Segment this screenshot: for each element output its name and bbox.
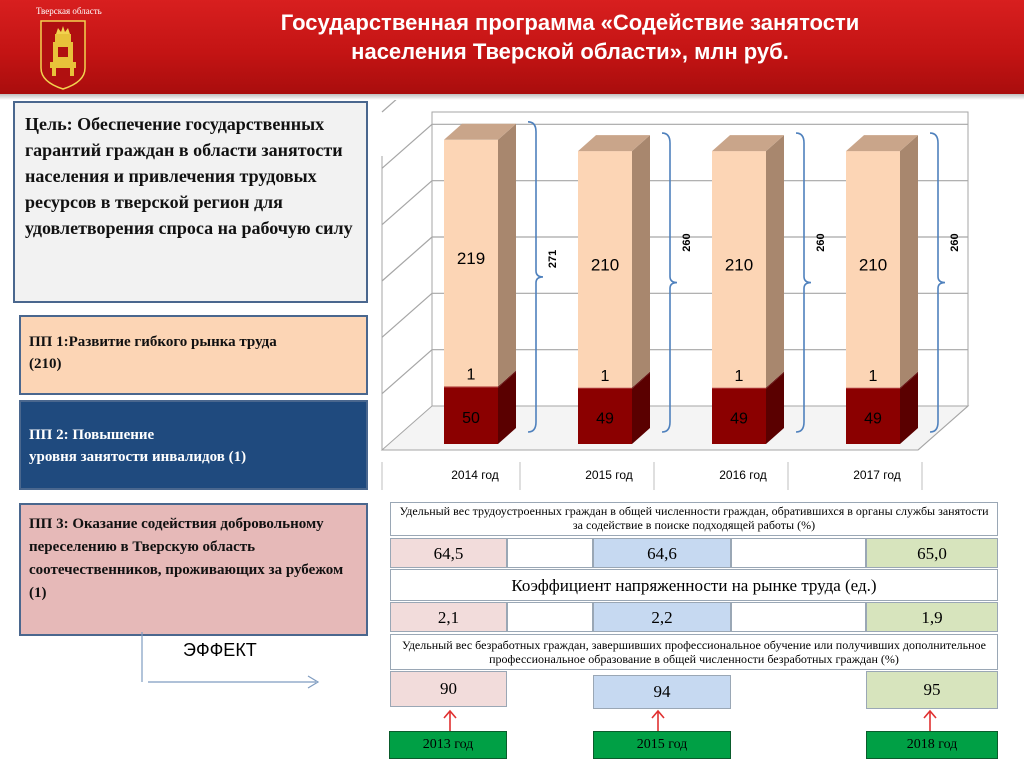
data-label: 49: [596, 410, 614, 428]
gridline: [382, 350, 432, 394]
data-label: 1: [868, 367, 878, 385]
x-tick-label: 2017 год: [853, 468, 901, 482]
x-tick-label: 2015 год: [585, 468, 633, 482]
goal-box: Цель: Обеспечение государственных гарантий граждан в области занятости населения и привлечения трудовых ресурсов в тверской регион для удовлетворения спроса на рабочую силу: [13, 101, 368, 303]
indicator-1-value-2015: 64,6: [593, 538, 731, 568]
bar-segment: [712, 388, 766, 389]
data-label: 219: [456, 249, 486, 269]
title-line-2: населения Тверской области», млн руб.: [351, 39, 789, 64]
data-label: 1: [600, 367, 610, 385]
coat-of-arms-icon: [40, 20, 86, 90]
bar-side: [498, 124, 516, 387]
budget-chart: [378, 100, 982, 492]
data-label: 49: [864, 410, 882, 428]
data-label: 210: [590, 255, 620, 275]
effect-label: ЭФФЕКТ: [183, 640, 257, 660]
indicator-1-title: Удельный вес трудоустроенных граждан в общей численности граждан, обратившихся в органы службы занятости за содействие в поиске подходящей работы (%): [390, 502, 998, 536]
gridline: [382, 124, 432, 168]
bar-side: [766, 135, 784, 388]
subprogram-1-amount: (210): [29, 356, 62, 372]
x-tick-label: 2014 год: [451, 468, 499, 482]
year-badge-2018: 2018 год: [866, 731, 998, 759]
total-label: 260: [681, 233, 693, 252]
bar-side: [632, 135, 650, 388]
up-arrow-icon: [440, 708, 460, 732]
table-spacer: [507, 538, 593, 568]
subprogram-2-title: ПП 2: Повышение: [29, 427, 155, 443]
year-badge-2013: 2013 год: [389, 731, 507, 759]
table-spacer: [731, 602, 866, 632]
table-spacer: [731, 538, 866, 568]
indicator-3-value-2015: 94: [593, 675, 731, 709]
total-label: 260: [815, 233, 827, 252]
total-label: 260: [949, 233, 961, 252]
subprogram-1-title: ПП 1:Развитие гибкого рынка труда: [29, 334, 277, 350]
bar-segment: [578, 388, 632, 389]
gridline: [382, 100, 432, 112]
indicator-2-value-2013: 2,1: [390, 602, 507, 632]
indicator-3-value-2018: 95: [866, 671, 998, 709]
gridline: [382, 293, 432, 337]
page-title: [140, 8, 1000, 66]
up-arrow-icon: [648, 708, 668, 732]
data-label: 210: [858, 255, 888, 275]
subprogram-3-box: ПП 3: Оказание содействия добровольному переселению в Тверскую область соотечественников, проживающих за рубежом (1): [19, 503, 368, 636]
bar-side: [900, 135, 918, 388]
indicator-3-title: Удельный вес безработных граждан, завершивших профессиональное обучение или получивших дополнительное профессиональное образование в общей численности безработных граждан (%): [390, 634, 998, 670]
gridline: [382, 181, 432, 225]
indicator-3-value-2013: 90: [390, 671, 507, 707]
bar-segment: [846, 388, 900, 389]
up-arrow-icon: [920, 708, 940, 732]
indicator-1-value-2018: 65,0: [866, 538, 998, 568]
indicator-1-value-2013: 64,5: [390, 538, 507, 568]
total-label: 271: [547, 249, 559, 269]
table-spacer: [507, 602, 593, 632]
region-name: Тверская область: [36, 6, 102, 16]
bar-segment: [444, 387, 498, 388]
subprogram-1-box: [19, 315, 368, 395]
indicator-2-value-2018: 1,9: [866, 602, 998, 632]
title-line-1: Государственная программа «Содействие занятости: [280, 10, 860, 35]
indicator-2-value-2015: 2,2: [593, 602, 731, 632]
subprogram-2-box: [19, 400, 368, 490]
data-label: 210: [724, 255, 754, 275]
year-badge-2015: 2015 год: [593, 731, 731, 759]
indicator-2-title: Коэффициент напряженности на рынке труда (ед.): [390, 569, 998, 601]
data-label: 1: [734, 367, 744, 385]
subprogram-2-subtitle: уровня занятости инвалидов (1): [29, 449, 247, 465]
data-label: 1: [466, 366, 476, 384]
data-label: 50: [462, 409, 480, 427]
gridline: [382, 237, 432, 281]
x-tick-label: 2016 год: [719, 468, 767, 482]
data-label: 49: [730, 410, 748, 428]
